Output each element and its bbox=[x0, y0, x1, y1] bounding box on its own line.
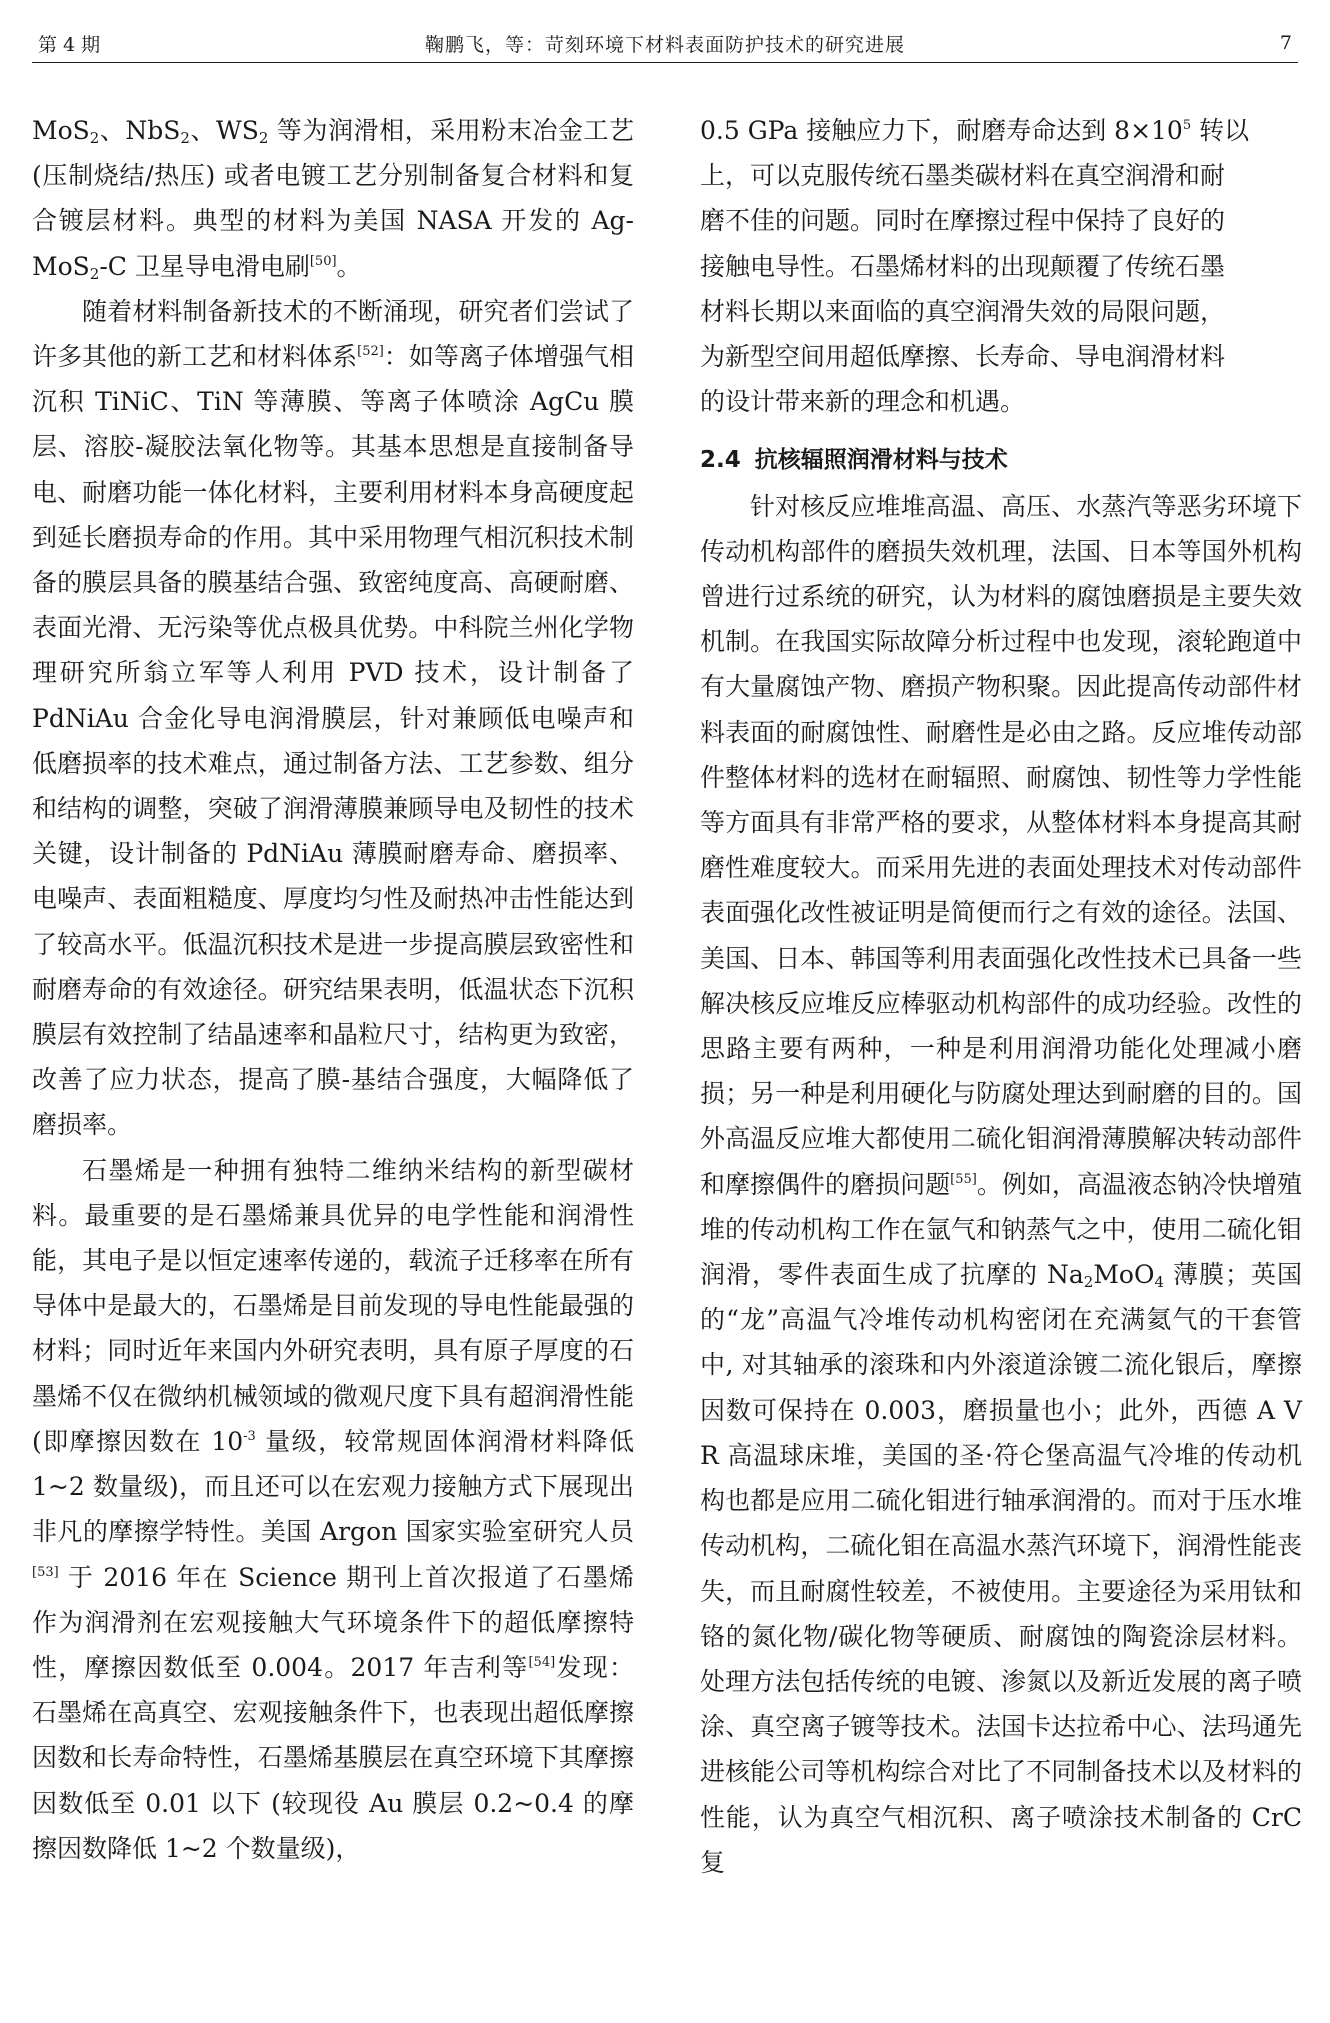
right-column bbox=[700, 108, 1302, 1885]
citation-53: [53] bbox=[32, 1564, 59, 1580]
left-column bbox=[32, 108, 634, 1871]
running-header bbox=[32, 24, 1298, 63]
citation-50: [50] bbox=[309, 253, 337, 269]
citation-54: [54] bbox=[528, 1654, 556, 1670]
paragraph-graphene-continued: 0.5 GPa 接触应力下，耐磨寿命达到 $8\times 10^5$ 转以 上，可以克服传统石墨类碳材料在真空润滑和耐 磨不佳的问题。同时在摩擦过程中保持了良好的 接触电导性。石墨烯材料的出现颠覆了传统石墨 材料长期以来面临的真空润滑失效的局限问题， 为新型空间用超低摩擦、长寿命、导电润滑材料 的设计带来新的理念和机遇。 bbox=[700, 116, 1250, 417]
paragraph-graphene: 石墨烯是一种拥有独特二维纳米结构的新型碳材料。最重要的是石墨烯兼具优异的电学性能和润滑性能，其电子是以恒定速率传递的，载流子迁移率在所有导体中是最大的，石墨烯是目前发现的导电性能最强的材料；同时近年来国内外研究表明，具有原子厚度的石墨烯不仅在微纳机械领域的微观尺度下具有超润滑性能 (即摩擦因数在 $10^{-3}$ 量级，较常规固体润滑材料降低 1~2 数量级)，而且还可以在宏观力接触方式下展现出非凡的摩擦学特性。美国 Argon 国家实验室研究人员[53] 于 2016 年在 Science 期刊上首次报道了石墨烯作为润滑剂在宏观接触大气环境条件下的超低摩擦特性，摩擦因数低至 0.004。2017 年吉利等[54]发现：石墨烯在高真空、宏观接触条件下，也表现出超低摩擦因数和长寿命特性，石墨烯基膜层在真空环境下其摩擦因数低至 0.01 以下 (较现役 Au 膜层 0.2~0.4 的摩擦因数降低 1~2 个数量级)， bbox=[32, 1155, 635, 1863]
paragraph-solid-lubricant-composites: MoS$_2$、NbS$_2$、$WS_2$ 等为润滑相，采用粉末冶金工艺 (压制烧结/热压) 或者电镀工艺分别制备复合材料和复合镀层材料。典型的材料为美国 NASA 开发的 Ag-MoS$_2$-C 卫星导电滑电刷[50]。 bbox=[32, 116, 634, 283]
citation-52: [52] bbox=[357, 344, 384, 360]
citation-55: [55] bbox=[950, 1171, 977, 1187]
exponent: -3 bbox=[243, 1428, 256, 1444]
section-number: 2.4 bbox=[700, 447, 741, 474]
paragraph-nuclear-radiation-lubrication: 针对核反应堆堆高温、高压、水蒸汽等恶劣环境下传动机构部件的磨损失效机理，法国、日本等国外机构曾进行过系统的研究，认为材料的腐蚀磨损是主要失效机制。在我国实际故障分析过程中也发现，滚轮跑道中有大量腐蚀产物、磨损产物积聚。因此提高传动部件材料表面的耐腐蚀性、耐磨性是必由之路。反应堆传动部件整体材料的选材在耐辐照、耐腐蚀、韧性等力学性能等方面具有非常严格的要求，从整体材料本身提高其耐磨性难度较大。而采用先进的表面处理技术对传动部件表面强化改性被证明是简便而行之有效的途径。法国、美国、日本、韩国等利用表面强化改性技术已具备一些解决核反应堆反应棒驱动机构部件的成功经验。改性的思路主要有两种，一种是利用润滑功能化处理减小磨损；另一种是利用硬化与防腐处理达到耐磨的目的。国外高温反应堆大都使用二硫化钼润滑薄膜解决转动部件和摩擦偶件的磨损问题[55]。例如，高温液态钠冷快增殖堆的传动机构工作在氩气和钠蒸气之中，使用二硫化钼润滑，零件表面生成了抗摩的 $Na_2MoO_4$ 薄膜；英国的“龙”高温气冷堆传动机构密闭在充满氦气的干套管中, 对其轴承的滚珠和内外滚道涂镀二流化银后，摩擦因数可保持在 0.003，磨损量也小；此外，西德 A V R 高温球床堆，美国的圣·符仑堡高温气冷堆的传动机构也都是应用二硫化钼进行轴承润滑的。而对于压水堆传动机构，二硫化钼在高温水蒸汽环境下，润滑性能丧失，而且耐腐性较差，不被使用。主要途径为采用钛和铬的氮化物/碳化物等硬质、耐腐蚀的陶瓷涂层材料。处理方法包括传统的电镀、渗氮以及新近发展的离子喷涂、真空离子镀等技术。法国卡达拉希中心、法玛通先进核能公司等机构综合对比了不同制备技术以及材料的性能，认为真空气相沉积、离子喷涂技术制备的 CrC 复 bbox=[700, 491, 1302, 1877]
paragraph-new-processes: 随着材料制备新技术的不断涌现，研究者们尝试了许多其他的新工艺和材料体系[52]：如等离子体增强气相沉积 TiNiC、TiN 等薄膜、等离子体喷涂 AgCu 膜层、溶胶-凝胶法氧化物等。其基本思想是直接制备导电、耐磨功能一体化材料，主要利用材料本身高硬度起到延长磨损寿命的作用。其中采用物理气相沉积技术制备的膜层具备的膜基结合强、致密纯度高、高硬耐磨、表面光滑、无污染等优点极具优势。中科院兰州化学物理研究所翁立军等人利用 PVD 技术，设计制备了 PdNiAu 合金化导电润滑膜层，针对兼顾低电噪声和低磨损率的技术难点，通过制备方法、工艺参数、组分和结构的调整，突破了润滑薄膜兼顾导电及韧性的技术关键，设计制备的 PdNiAu 薄膜耐磨寿命、磨损率、电噪声、表面粗糙度、厚度均匀性及耐热冲击性能达到了较高水平。低温沉积技术是进一步提高膜层致密性和耐磨寿命的有效途径。研究结果表明，低温状态下沉积膜层有效控制了结晶速率和晶粒尺寸，结构更为致密，改善了应力状态，提高了膜-基结合强度，大幅降低了磨损率。 bbox=[32, 296, 634, 1140]
running-title: 鞠鹏飞，等：苛刻环境下材料表面防护技术的研究进展 bbox=[424, 34, 905, 56]
section-heading-2-4 bbox=[700, 438, 1302, 483]
page-number: 7 bbox=[1279, 32, 1292, 54]
section-title: 抗核辐照润滑材料与技术 bbox=[754, 447, 1008, 474]
issue-number: 第 4 期 bbox=[38, 34, 101, 56]
